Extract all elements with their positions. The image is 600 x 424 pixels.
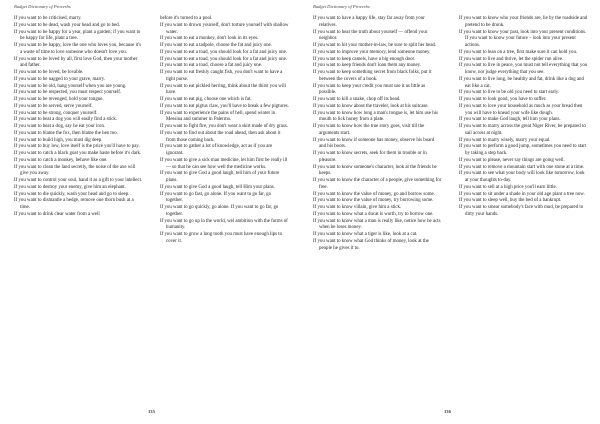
right-column-1 xyxy=(313,16,442,252)
proverb-entry: If you want to eat a toad, choose a fat and juicy one. xyxy=(160,63,263,69)
proverb-entry: If you want to smear somebody's face with mud, be prepared to dirty your hands. xyxy=(459,205,584,217)
proverb-entry: If you want to sit under a shade in your old age plant a tree now. xyxy=(459,191,585,197)
proverb-entry: If you want to build high, you must dig deep. xyxy=(14,137,103,143)
proverb-entry: If you want to know if someone has money, observe his board and his boots. xyxy=(313,137,435,150)
proverb-entry: If you want to live to be old you need to start early. xyxy=(459,90,560,96)
proverb-entry: If you want to control your soul, hand it as a gift to your intellect. xyxy=(14,178,143,183)
proverb-entry: If you want to know villain, give him a stick. xyxy=(313,205,402,210)
proverb-entry: If you want to catch a monkey, behave like one. xyxy=(14,157,108,163)
proverb-entry: If you want to improve your memory, lend someone money. xyxy=(313,49,431,55)
proverb-entry: If you want to be strong, conquer yourself. xyxy=(14,110,98,116)
proverb-entry: If you want to go quickly, go alone. If you want to go far, go together. xyxy=(160,205,279,217)
proverb-entry: If you want to know how the true story goes, visit till the arguments start. xyxy=(313,124,425,136)
proverb-entry: If you want to know how long a man's tongue is, let him use his mouth to lick honey from a plate. xyxy=(313,110,438,123)
proverb-entry: If you want to be revenged, hold your tongue. xyxy=(14,97,104,102)
proverb-entry: If you want to keep your credit you must use it as little as possible. xyxy=(313,83,426,96)
proverb-entry: If you want to gather a lot of knowledge, act as if you are ignorant. xyxy=(160,144,273,156)
proverb-entry: If you want to love your household as much as your bread then you will have to knead your wife like dough. xyxy=(459,103,583,116)
proverb-entry: If you want to die quickly, wash your head and go to sleep. xyxy=(14,191,130,197)
proverb-entry: If you want to beat a dog, say he eat your iron. xyxy=(14,124,106,129)
proverb-entry: If you want to eat a toad, you should look for a fat and juicy one. xyxy=(160,49,287,55)
proverb-entry: If you want to catch a black goat you make haste before it's dark. xyxy=(14,151,142,156)
proverb-entry: If you want to keep friends don't loan them any money. xyxy=(313,63,421,69)
proverb-entry: If you want to marry across the great Niger River, be prepared to sail across at night. xyxy=(459,124,586,136)
proverb-entry: If you want to buy low, love itself is the price you'll have to pay. xyxy=(14,144,140,150)
proverb-entry: If you want to be happy, love the one who loves you, because it's a waste of time to love someone who doesn't love you. xyxy=(14,43,142,55)
proverb-entry: If you want to eat pig, choose one which is fat. xyxy=(160,97,252,102)
proverb-entry: If you want to go up in the world, wel ambition with the forms of humanity. xyxy=(160,218,288,231)
proverb-entry: If you want to please, never say things are going well. xyxy=(459,157,565,163)
left-column-2 xyxy=(160,16,289,246)
proverb-entry: If you want to live long, be healthy and fat, drink like a dog and eat like a cat. xyxy=(459,76,584,89)
proverb-entry: If you want to give a sick man medicine, let him first be really ill — so that he can see how well the medicine works. xyxy=(160,157,288,170)
proverb-entry: If you want to live and thrive, let the spider run alive. xyxy=(459,56,564,62)
proverb-entry: If you want to know secrets, seek for them in trouble or in pleasure. xyxy=(313,151,427,163)
proverb-entry: If you want to experience the pains of hell, spend winter in Messina and summer in Palermo. xyxy=(160,110,276,123)
running-header: Budget Dictionary of Proverbs xyxy=(313,4,370,9)
proverb-entry: If you want to know what a man is really like, notice how he acts when he loses money. xyxy=(313,218,441,231)
proverb-entry: If you want to know someone's character, look at the friends he keeps. xyxy=(313,164,437,177)
proverb-entry: If you want to be respected, you must respect yourself. xyxy=(14,90,122,96)
proverb-entry: If you want to eat a monkey, don't look in its eyes. xyxy=(160,36,259,42)
proverb-entry: If you want to know what a ducat is worth, try to borrow one. xyxy=(313,211,434,217)
proverb-entry: If you want to eat pickled herring, think about the thirst you will have. xyxy=(160,83,286,96)
proverb-entry: If you want to eat freshly caught fish, you don't want to have a tight purse. xyxy=(160,70,283,82)
proverb-entry: If you want to know what a tiger is like, look at a cat. xyxy=(313,232,418,237)
proverb-entry: If you want to know about the traveler, look at his suitcase. xyxy=(313,103,429,109)
proverb-entry: If you want to be loved, be lovable. xyxy=(14,70,84,75)
proverb-entry: If you want to hit your mother-in-law, be sure to split her head. xyxy=(313,43,437,48)
proverb-entry: If you want to make God laugh, tell him your plans. xyxy=(459,117,561,123)
proverb-entry: If you want to give God a good laugh, tell Him your plans. xyxy=(160,184,275,190)
proverb-entry: If you want to be happy for a year, plant a garden; if you want to be happy for life, plant a tree. xyxy=(14,29,141,42)
proverb-entry: If you want to be served, serve yourself. xyxy=(14,103,93,109)
proverb-entry: before it's turned to a pool. xyxy=(160,16,213,21)
proverb-entry: If you want to sell at a high price you'll earn little. xyxy=(459,184,557,190)
proverb-entry: If you want to eat a tadpole, choose the fat and juicy one. xyxy=(160,43,272,48)
proverb-entry: If you want to perform a good jump, sometimes you need to start by taking a step back. xyxy=(459,144,587,156)
proverb-entry: If you want to hear the truth about yourself — offend your neighbor. xyxy=(313,29,428,42)
right-page xyxy=(300,0,600,424)
proverb-entry: If you want to know the value of money, try borrowing some. xyxy=(313,198,434,204)
proverb-entry: If you want to kill a snake, chop off its head. xyxy=(313,97,401,102)
proverb-entry: If you want to fight fire, you don't wear a skirt made of dry grass. xyxy=(160,124,289,129)
proverb-entry: If you want to know the value of money, go and borrow some. xyxy=(313,191,435,197)
proverb-entry: If you want to be criticised, marry. xyxy=(14,16,82,21)
proverb-entry: If you want to be dead, wash your head and go to bed. xyxy=(14,22,120,28)
proverb-entry: If you want to dismantle a hedge, remove one thorn bush at a time. xyxy=(14,198,134,210)
proverb-entry: If you want to give God a good laugh, tell him of your future plans. xyxy=(160,171,280,183)
page-number: 136 xyxy=(444,409,451,414)
proverb-entry: If you want to eat a toad, you should look for a fat and juicy one. xyxy=(160,56,287,62)
proverb-entry: If you want to know your past, look into your present conditions. If you want to know your future – look into your present actions. xyxy=(459,29,587,48)
proverb-entry: If you want to know who your friends are, lie by the roadside and pretend to be drunk. xyxy=(459,16,588,28)
proverb-entry: If you want to live in peace, you must not tell everything that you know, nor judge everything that you see. xyxy=(459,63,588,75)
proverb-entry: If you want to drink clear water from a well xyxy=(14,211,100,217)
proverb-entry: If you want to eat pigtus claw, you'll have to break a few pigtures. xyxy=(160,103,289,109)
proverb-entry: If you want to beat a dog you will easily find a stick. xyxy=(14,117,118,123)
proverb-entry: If you want to be old, hang yourself when you are young. xyxy=(14,83,127,89)
proverb-entry: If you want to marry wisely, marry your equal. xyxy=(459,137,551,143)
proverb-entry: If you want to sleep well, buy the bed of a bankrupt. xyxy=(459,198,562,204)
proverb-entry: If you want to destroy your enemy, give him an elephant. xyxy=(14,184,126,190)
proverb-entry: If you want to look good, you have to suffer. xyxy=(459,97,547,102)
proverb-entry: If you want to lean on a tree, first make sure it can hold you. xyxy=(459,49,578,55)
proverb-entry: If you want to keep camels, have a big enough door. xyxy=(313,56,416,62)
proverb-entry: If you want to drown yourself, don't torture yourself with shallow water. xyxy=(160,22,289,35)
proverb-entry: If you want to remove a mountain start with one stone at a time. xyxy=(459,164,585,170)
proverb-entry: If you want to find out about the road ahead, then ask about it from those coming back. xyxy=(160,130,281,143)
page-number: 135 xyxy=(148,409,155,414)
proverb-entry: If you want to be nagged to your grave, marry. xyxy=(14,76,106,82)
proverb-entry: If you want to go fast, go alone. If you want to go far, go together. xyxy=(160,191,272,204)
proverb-entry: If you want to see what your body will look like tomorrow, look at your thoughts to-day. xyxy=(459,171,585,183)
proverb-entry: If you want to know the character of a people, give something for free. xyxy=(313,178,442,190)
right-column-2 xyxy=(459,16,588,219)
running-header: Budget Dictionary of Proverbs xyxy=(14,4,71,9)
proverb-entry: If you want to have a happy life, stay far away from your relatives. xyxy=(313,16,425,28)
proverb-entry: If you want to grow a long tooth you must have enough lips to cover it. xyxy=(160,232,283,244)
left-column-1 xyxy=(14,16,143,219)
proverb-entry: If you want to keep something secret from black folks, put it between the covers of a book. xyxy=(313,70,432,82)
proverb-entry: If you want to blame the fox, then blame the hen too. xyxy=(14,130,118,136)
proverb-entry: If you want to be loved by all, first love God, then your mother and father. xyxy=(14,56,138,69)
proverb-entry: If you want to clean the land secretly, the noise of the axe will give you away. xyxy=(14,164,136,177)
proverb-entry: If you want to know what God thinks of money, look at the people he gives it to. xyxy=(313,238,429,251)
